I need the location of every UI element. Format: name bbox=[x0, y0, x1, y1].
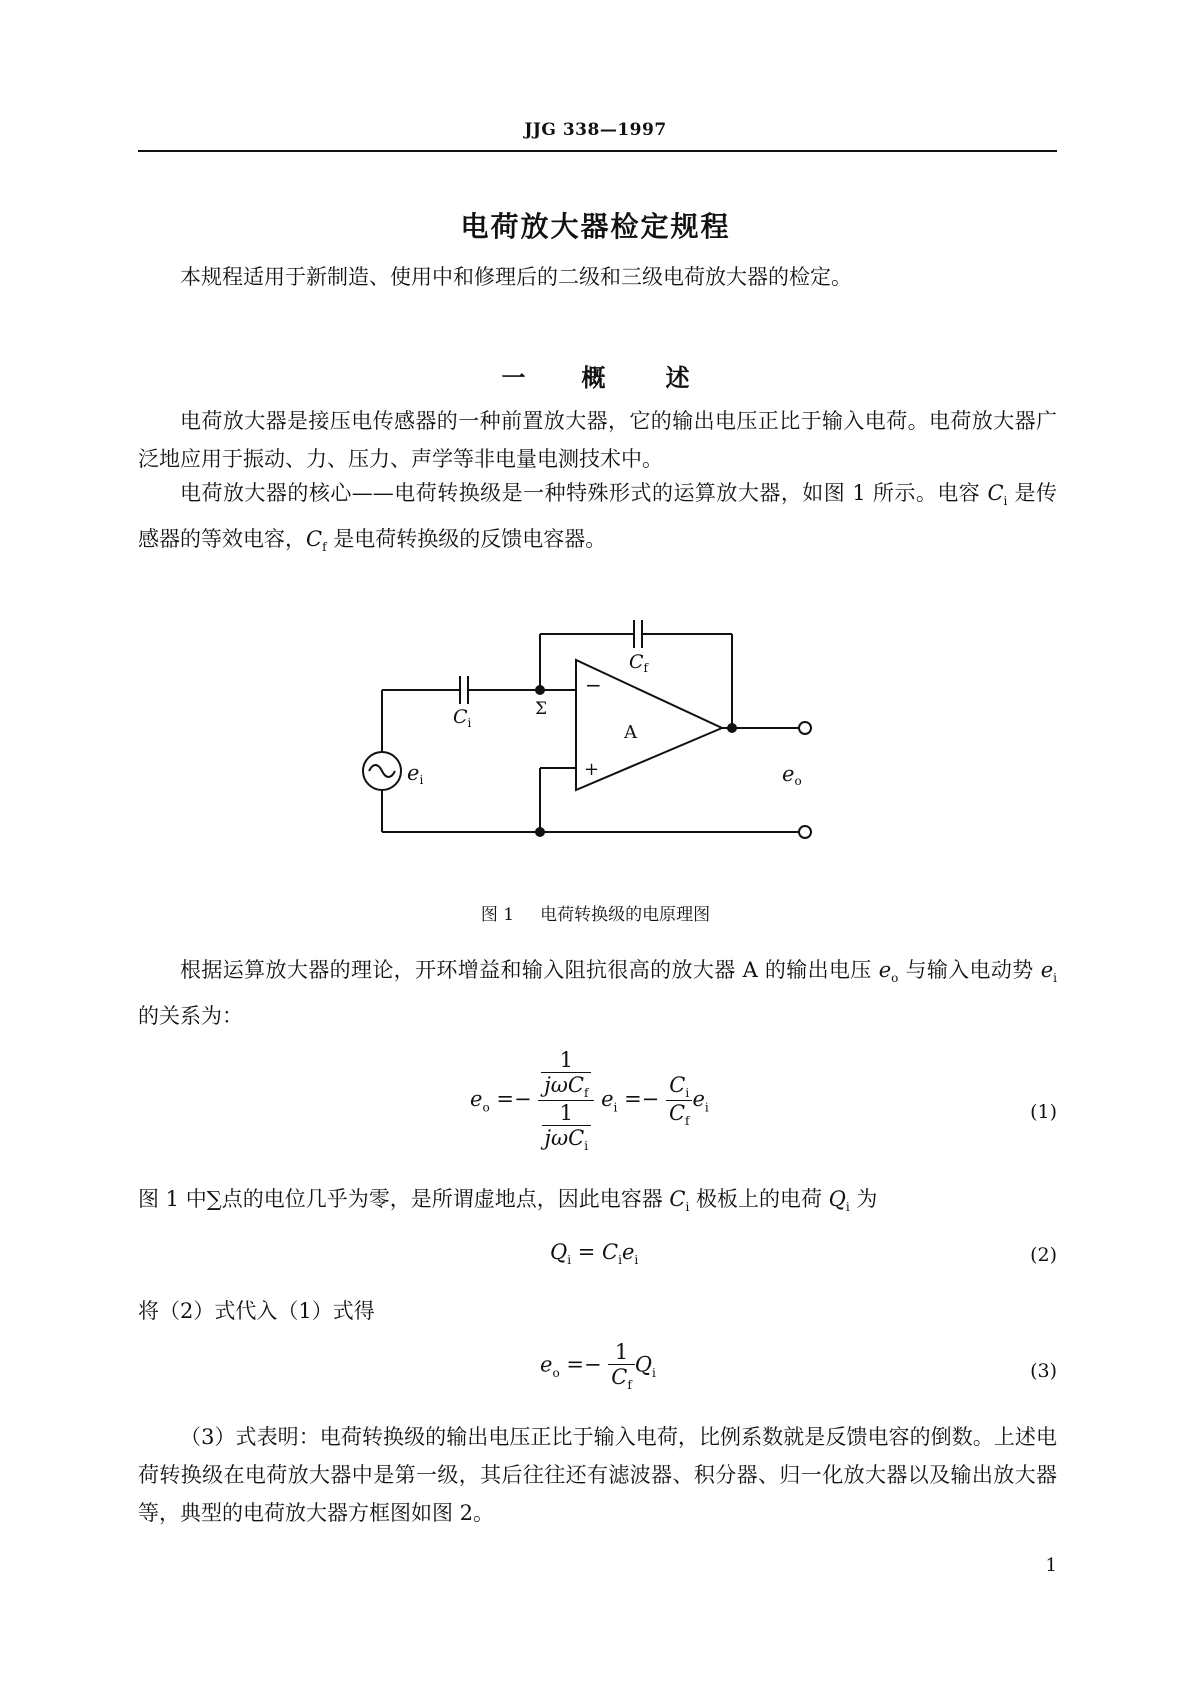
section-char: 一 bbox=[501, 364, 526, 392]
conclusion-paragraph: （3）式表明：电荷转换级的输出电压正比于输入电荷，比例系数就是反馈电容的倒数。上述电荷转换级在电荷放大器中是第一级，其后往往还有滤波器、积分器、归一化放大器以及输出放大器等，典型的电荷放大器方框图如图 2。 bbox=[138, 1425, 1057, 1525]
output-junction-dot bbox=[727, 723, 737, 733]
standard-code: JJG 338—1997 bbox=[524, 120, 667, 140]
overview-paragraph-2: 电荷放大器的核心——电荷转换级是一种特殊形式的运算放大器，如图 1 所示。电容 $C_i$ 是传感器的等效电容，$C_f$ 是电荷转换级的反馈电容器。 bbox=[138, 481, 1057, 555]
equation-3-number: (3) bbox=[1030, 1360, 1057, 1382]
eo-label: eo bbox=[782, 762, 802, 788]
equation-1: $e_o$ =− $\frac{\frac{1}{j\omega C_f}}{\frac{1}{j\omega C_i}}$ $e_i$ =− $\frac{C_i}{C_f}$ $e_i$ bbox=[470, 1048, 709, 1154]
ei-label: ei bbox=[407, 761, 424, 787]
substitution-paragraph: 将（2）式代入（1）式得 bbox=[138, 1299, 375, 1323]
theory-paragraph: 根据运算放大器的理论，开环增益和输入阻抗很高的放大器 A 的输出电压 $e_o$ 与输入电动势 $e_i$ 的关系为： bbox=[138, 958, 1057, 1029]
virtual-ground-paragraph: 图 1 中∑点的电位几乎为零，是所谓虚地点，因此电容器 $C_i$ 极板上的电荷 $Q_i$ 为 bbox=[138, 1187, 878, 1215]
scope-paragraph: 本规程适用于新制造、使用中和修理后的二级和三级电荷放大器的检定。 bbox=[180, 265, 852, 289]
plus-label: + bbox=[584, 759, 600, 780]
ci-label: $C_i$ bbox=[453, 706, 472, 730]
equation-3: $e_o$ =− $\frac{1}{C_f}$ $Q_i$ bbox=[540, 1340, 656, 1393]
equation-1-big-fraction: $\frac{\frac{1}{j\omega C_f}}{\frac{1}{j\omega C_i}}$ bbox=[538, 1048, 594, 1153]
header-rule bbox=[138, 150, 1057, 152]
equation-2: $Q_i = C_ie_i$ bbox=[550, 1240, 639, 1268]
amp-label: A bbox=[624, 722, 637, 743]
equation-1-number: (1) bbox=[1030, 1101, 1057, 1123]
overview-paragraph-1: 电荷放大器是接压电传感器的一种前置放大器，它的输出电压正比于输入电荷。电荷放大器广泛地应用于振动、力、压力、声学等非电量电测技术中。 bbox=[138, 409, 1057, 471]
sum-junction-dot bbox=[535, 685, 545, 695]
figure-caption: 图 1 电荷转换级的电原理图 bbox=[480, 905, 711, 925]
output-terminal bbox=[799, 722, 811, 734]
circuit-diagram bbox=[0, 570, 1191, 870]
section-heading bbox=[0, 358, 1191, 393]
section-char: 述 bbox=[665, 364, 690, 392]
section-char: 概 bbox=[581, 364, 606, 392]
minus-label: − bbox=[585, 673, 602, 697]
document-title: 电荷放大器检定规程 bbox=[460, 210, 731, 243]
equation-2-number: (2) bbox=[1030, 1244, 1057, 1266]
cf-label: $C_f$ bbox=[629, 651, 648, 675]
sigma-label: Σ bbox=[535, 699, 548, 719]
page-number: 1 bbox=[1045, 1555, 1057, 1576]
ground-junction-dot bbox=[535, 827, 545, 837]
ground-terminal bbox=[799, 826, 811, 838]
sine-icon bbox=[369, 765, 395, 777]
